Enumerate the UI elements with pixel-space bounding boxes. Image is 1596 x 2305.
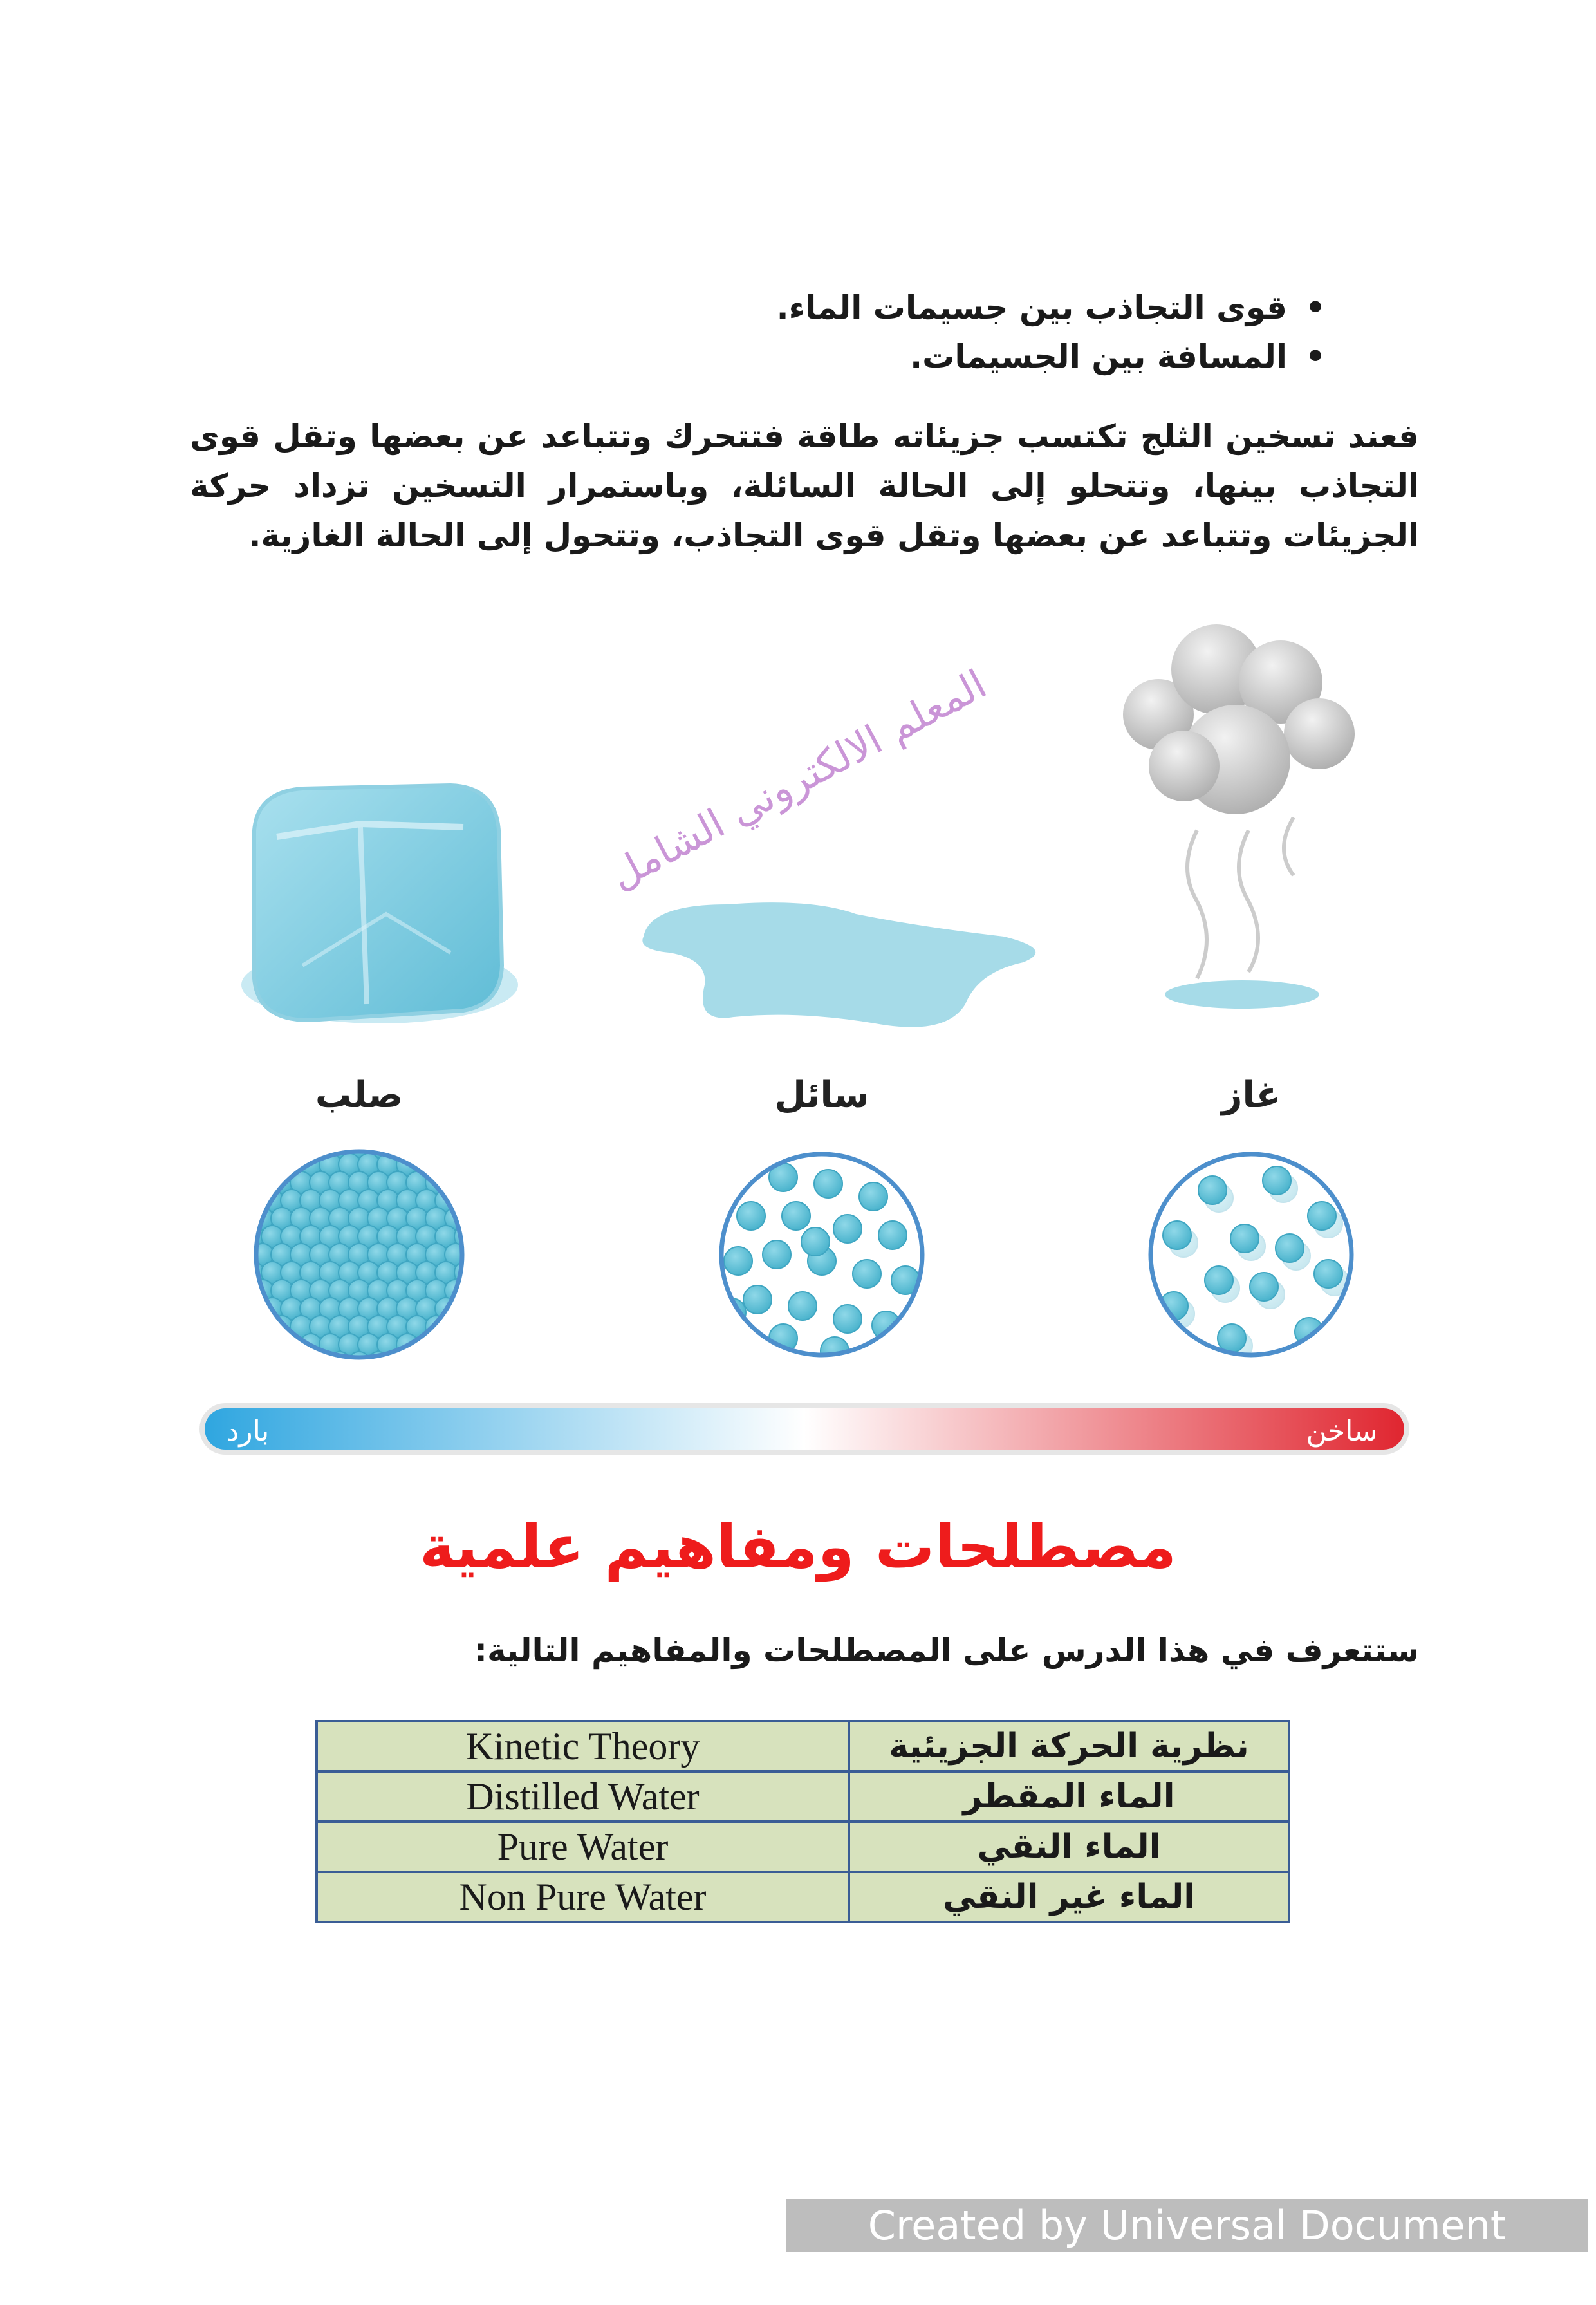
particle (445, 1352, 467, 1374)
body-paragraph: فعند تسخين الثلج تكتسب جزيئاته طاقة فتتحرك وتتباعد عن بعضها وتقل قوى التجاذب بينها، وتتحلو إلى الحالة السائلة، وباستمرار التسخين تزداد حركة الجزيئات وتتباعد عن بعضها وتقل قوى التجاذب، وتتحول إلى الحالة الغازية. (190, 418, 1419, 554)
table-row (317, 1822, 1289, 1872)
particle (445, 1171, 467, 1193)
bullet-item: • المسافة بين الجسيمات. (360, 332, 1326, 381)
particle (1308, 1202, 1336, 1230)
particle (1314, 1260, 1342, 1288)
particle (737, 1202, 765, 1230)
term-arabic: الماء النقي (849, 1822, 1289, 1872)
particle (464, 1135, 486, 1157)
particle (833, 1215, 862, 1243)
solid-particles (232, 1135, 496, 1374)
particle (454, 1334, 476, 1356)
water-puddle-image (642, 902, 1035, 1027)
particle (232, 1135, 254, 1157)
table-row (317, 1721, 1289, 1771)
particle (252, 1352, 274, 1374)
particle (474, 1334, 496, 1356)
particle (271, 1316, 293, 1338)
converter-footer-banner: Created by Universal Document Converter (786, 2199, 1588, 2252)
hot-label: ساخن (1306, 1415, 1378, 1448)
particle (406, 1135, 428, 1157)
particle (435, 1153, 457, 1175)
particle (261, 1334, 283, 1356)
particle (252, 1171, 274, 1193)
temperature-gradient-bar (205, 1408, 1404, 1450)
ice-cube-image (241, 785, 518, 1023)
particle (878, 1221, 907, 1249)
particle (232, 1171, 254, 1193)
particle (261, 1153, 283, 1175)
particle (853, 1260, 881, 1288)
table-row (317, 1771, 1289, 1822)
particle (242, 1153, 264, 1175)
term-english: Pure Water (317, 1822, 849, 1872)
particle (464, 1171, 486, 1193)
particle (743, 1285, 772, 1314)
particle (814, 1170, 842, 1198)
particle (425, 1352, 447, 1374)
particle (763, 1240, 791, 1269)
particle (1198, 1176, 1227, 1204)
particle (445, 1316, 467, 1338)
particle (252, 1135, 274, 1157)
particle (724, 1247, 752, 1275)
intro-text: ستتعرف في هذا الدرس على المصطلحات والمفاهيم التالية: (474, 1632, 1419, 1669)
table-row (317, 1872, 1289, 1922)
particle (242, 1190, 264, 1211)
particle (464, 1316, 486, 1338)
particle (1218, 1324, 1246, 1352)
term-arabic: نظرية الحركة الجزيئية (849, 1721, 1289, 1771)
particle (290, 1135, 312, 1157)
particle (801, 1227, 830, 1256)
particle (474, 1226, 496, 1247)
term-arabic: الماء المقطر (849, 1771, 1289, 1822)
particle (232, 1244, 254, 1265)
steam-cloud-image (1123, 624, 1355, 1009)
particle (474, 1153, 496, 1175)
particle (406, 1352, 428, 1374)
term-english: Non Pure Water (317, 1872, 849, 1922)
particle (474, 1190, 496, 1211)
particle (474, 1262, 496, 1283)
particle (454, 1153, 476, 1175)
term-english: Kinetic Theory (317, 1721, 849, 1771)
particle (425, 1135, 447, 1157)
particle (232, 1352, 254, 1374)
particle (464, 1208, 486, 1229)
term-english: Distilled Water (317, 1771, 849, 1822)
particle (1230, 1224, 1259, 1253)
section-heading: مصطلحات ومفاهيم علمية (420, 1513, 1176, 1582)
particle (454, 1298, 476, 1320)
watermark: المعلم الالكتروني الشامل (602, 660, 994, 899)
particle (1250, 1273, 1278, 1301)
particle (1205, 1266, 1233, 1294)
particle (474, 1298, 496, 1320)
particle (232, 1316, 254, 1338)
particle (464, 1280, 486, 1302)
state-label-liquid: سائل (774, 1074, 869, 1116)
particle (782, 1202, 810, 1230)
particle (859, 1182, 887, 1211)
particle (271, 1135, 293, 1157)
particle (464, 1244, 486, 1265)
particle (788, 1292, 817, 1320)
term-arabic: الماء غير النقي (849, 1872, 1289, 1922)
particle (232, 1208, 254, 1229)
liquid-particles (718, 1163, 920, 1365)
particle (425, 1316, 447, 1338)
particle (1163, 1221, 1191, 1249)
particle (252, 1316, 274, 1338)
particle (242, 1334, 264, 1356)
particle (1263, 1166, 1291, 1195)
terms-table (315, 1720, 1290, 1923)
particle (833, 1305, 862, 1333)
state-label-solid: صلب (315, 1074, 404, 1116)
particle (271, 1352, 293, 1374)
particle (454, 1190, 476, 1211)
bullet-item: • قوى التجاذب بين جسيمات الماء. (360, 283, 1326, 332)
particle (232, 1280, 254, 1302)
particle (464, 1352, 486, 1374)
particle (435, 1334, 457, 1356)
particle (242, 1298, 264, 1320)
particle (290, 1352, 312, 1374)
cold-label: بارد (226, 1415, 270, 1448)
state-label-gas: غاز (1221, 1074, 1281, 1116)
particle (1276, 1234, 1304, 1262)
particle (445, 1135, 467, 1157)
